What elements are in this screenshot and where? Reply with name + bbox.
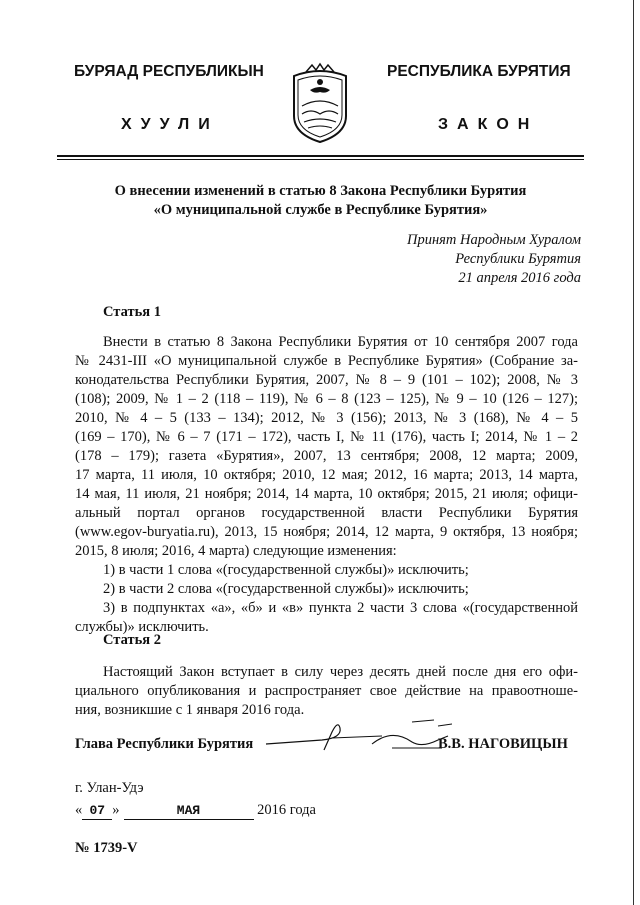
article-1-item-3-continuation: службы)» исключить. — [75, 619, 209, 635]
article-1-item-1: 1) в части 1 слова «(государственной службы)» исключить; — [103, 562, 469, 578]
article-1-line: Внести в статью 8 Закона Республики Бурятия от 10 сентября 2007 года — [103, 334, 578, 350]
coat-of-arms-icon — [286, 62, 354, 146]
article-1-line: (178 – 179); газета «Бурятия», 2007, 13 сентября; 2008, 12 марта; 2009, — [75, 448, 578, 464]
city: г. Улан-Удэ — [75, 780, 144, 796]
header-left-law: ХУУЛИ — [121, 116, 219, 133]
article-1-line: 2010, № 4 – 5 (133 – 134); 2012, № 3 (156); 2013, № 3 (168), № 4 – 5 — [75, 410, 578, 426]
article-2-line: Настоящий Закон вступает в силу через десять дней после дня его офи- — [103, 664, 578, 680]
header-left-name: БУРЯАД РЕСПУБЛИКЫН — [74, 63, 264, 80]
date-year: 2016 года — [257, 802, 316, 818]
article-1-line: альный портал органов государственной власти Республики Бурятия — [75, 505, 578, 521]
article-2-line: ния, возникшие с 1 января 2016 года. — [75, 702, 305, 718]
article-2-heading: Статья 2 — [103, 632, 161, 648]
article-1-line: 14 мая, 11 июля, 21 ноября; 2014, 14 марта, 10 октября; 2015, 21 июля; офици- — [75, 486, 578, 502]
adopted-line-2: Республики Бурятия — [455, 251, 581, 267]
header-right-name: РЕСПУБЛИКА БУРЯТИЯ — [387, 63, 571, 80]
page-edge — [633, 0, 634, 905]
adopted-date: 21 апреля 2016 года — [458, 270, 581, 286]
article-1-heading: Статья 1 — [103, 304, 161, 320]
article-1-line: (108); 2009, № 1 – 2 (118 – 119), № 6 – 8 (123 – 125), № 9 – 10 (126 – 127); — [75, 391, 578, 407]
article-1-line: конодательства Республики Бурятия, 2007, № 8 – 9 (101 – 102); 2008, № 3 — [75, 372, 578, 388]
law-title-line-1: О внесении изменений в статью 8 Закона Республики Бурятия — [114, 183, 527, 199]
signatory-name: В.В. НАГОВИЦЫН — [438, 736, 568, 752]
article-1-line: 17 марта, 11 июля, 10 октября; 2010, 12 мая; 2012, 16 марта; 2013, 14 марта, — [75, 467, 578, 483]
law-title-line-2: «О муниципальной службе в Республике Бурятия» — [153, 202, 488, 218]
adopted-line-1: Принят Народным Хуралом — [406, 232, 581, 248]
header-rule-thin — [57, 159, 584, 160]
signing-date — [75, 802, 316, 820]
signatory-title: Глава Республики Бурятия — [75, 736, 254, 752]
article-1-line: (169 – 170), № 6 – 7 (171 – 172), часть I, № 11 (176), часть I; 2014, № 1 – 2 — [75, 429, 578, 445]
date-open-quote: « — [75, 802, 83, 818]
article-2-line: циального опубликования и распространяет свое действие на правоотноше- — [75, 683, 578, 699]
header-rule-thick — [57, 155, 584, 157]
date-close-quote: » — [112, 802, 120, 818]
date-month: МАЯ — [124, 803, 254, 820]
handwritten-signature — [262, 718, 452, 758]
law-number: № 1739-V — [75, 840, 138, 856]
article-1-line: 2015, 8 июля; 2016, 4 марта) следующие изменения: — [75, 543, 397, 559]
date-day: 07 — [82, 803, 112, 820]
header-right-law: ЗАКОН — [438, 116, 539, 133]
article-1-item-2: 2) в части 2 слова «(государственной службы)» исключить; — [103, 581, 469, 597]
article-1-line: (www.egov-buryatia.ru), 2013, 15 ноября; 2014, 12 марта, 9 октября, 13 ноября; — [75, 524, 578, 540]
article-1-line: № 2431-III «О муниципальной службе в Республике Бурятия» (Собрание за- — [75, 353, 578, 369]
article-1-item-3: 3) в подпунктах «а», «б» и «в» пункта 2 части 3 слова «(государственной — [103, 600, 578, 616]
